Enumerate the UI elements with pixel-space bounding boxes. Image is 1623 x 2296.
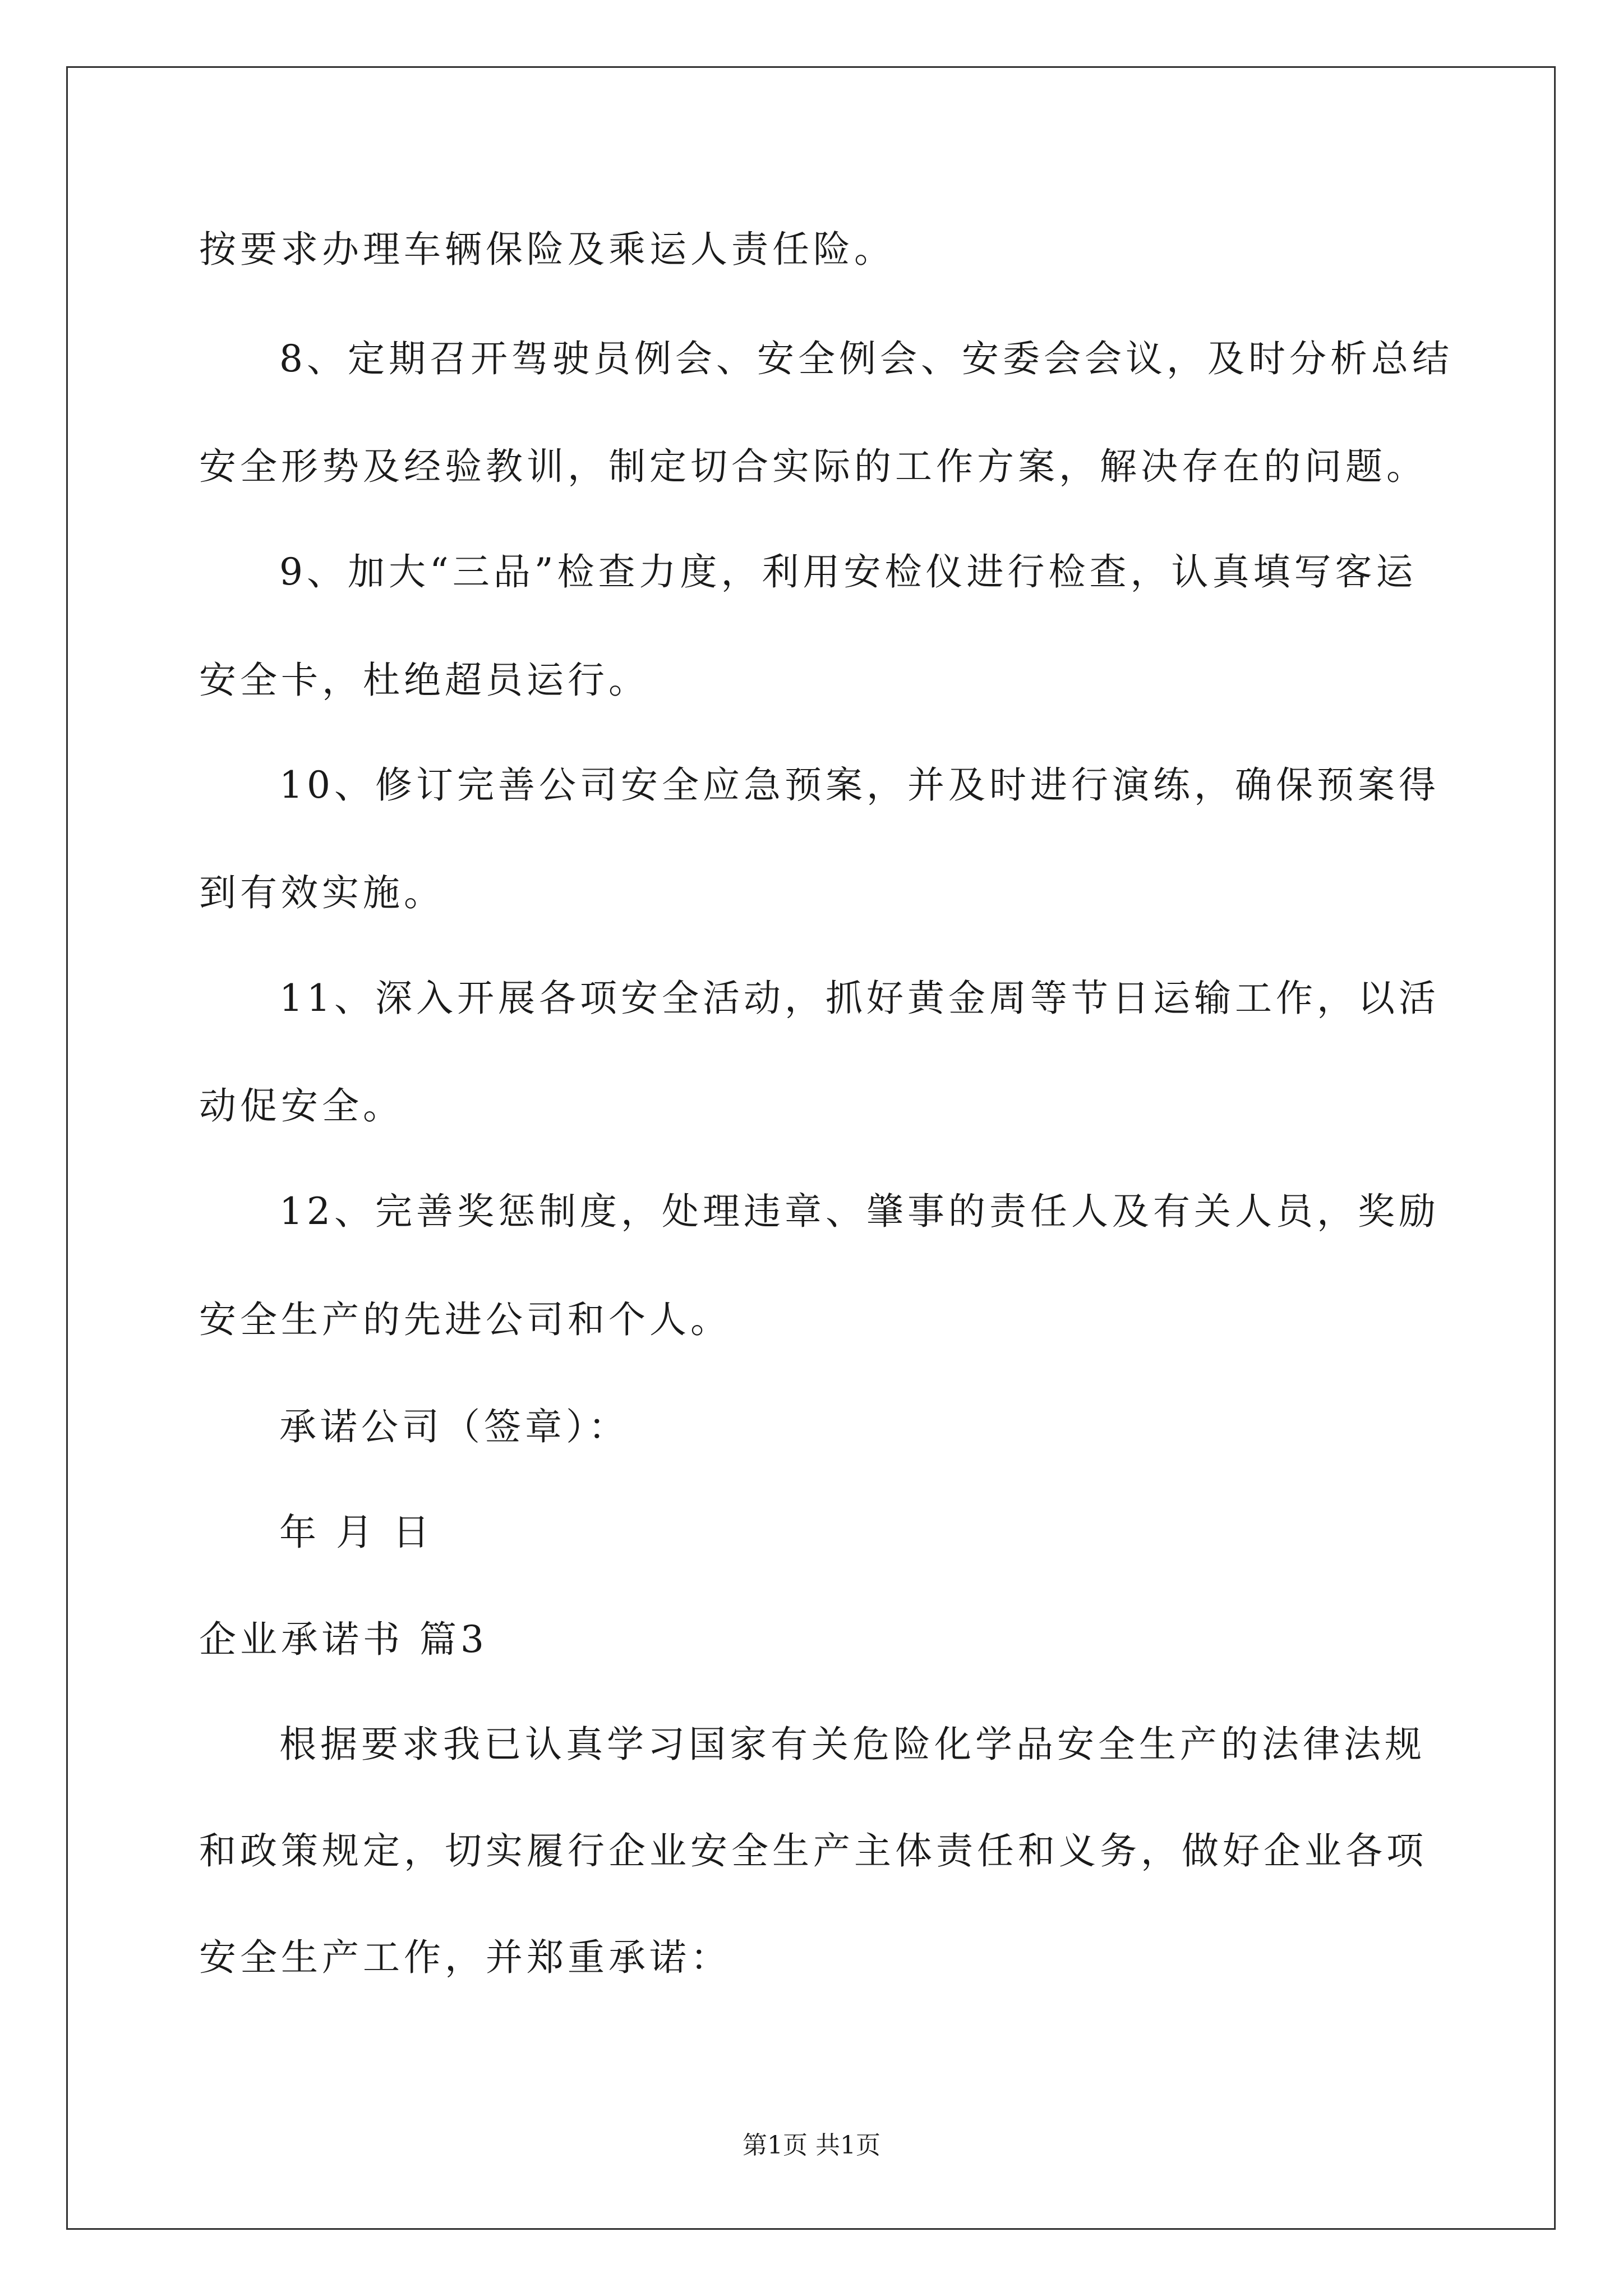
- text-line: 安全形势及经验教训，制定切合实际的工作方案，解决存在的问题。: [199, 445, 1427, 488]
- text-line: 安全生产的先进公司和个人。: [199, 1298, 731, 1341]
- text-line: 根据要求我已认真学习国家有关危险化学品安全生产的法律法规: [279, 1723, 1426, 1766]
- text-line: 动促安全。: [199, 1084, 404, 1128]
- text-line: 11、深入开展各项安全活动，抓好黄金周等节日运输工作，以活: [279, 977, 1440, 1020]
- text-line: 安全卡，杜绝超员运行。: [199, 659, 649, 702]
- section-heading: 企业承诺书 篇3: [199, 1618, 488, 1661]
- page-footer: 第1页 共1页: [743, 2131, 880, 2160]
- text-line: 年 月 日: [279, 1511, 434, 1554]
- text-line: 安全生产工作，并郑重承诺：: [199, 1936, 731, 1979]
- text-line: 和政策规定，切实履行企业安全生产主体责任和义务，做好企业各项: [199, 1829, 1427, 1872]
- text-line: 按要求办理车辆保险及乘运人责任险。: [199, 228, 895, 271]
- text-line: 承诺公司（签章）：: [279, 1405, 629, 1448]
- text-line: 到有效实施。: [199, 871, 445, 914]
- page-border: [66, 66, 1556, 2230]
- text-line: 9、加大“三品”检查力度，利用安检仪进行检查，认真填写客运: [279, 550, 1417, 593]
- text-line: 12、完善奖惩制度，处理违章、肇事的责任人及有关人员，奖励: [279, 1190, 1440, 1233]
- text-line: 10、修订完善公司安全应急预案，并及时进行演练，确保预案得: [279, 763, 1440, 807]
- text-line: 8、定期召开驾驶员例会、安全例会、安委会会议，及时分析总结: [279, 337, 1453, 380]
